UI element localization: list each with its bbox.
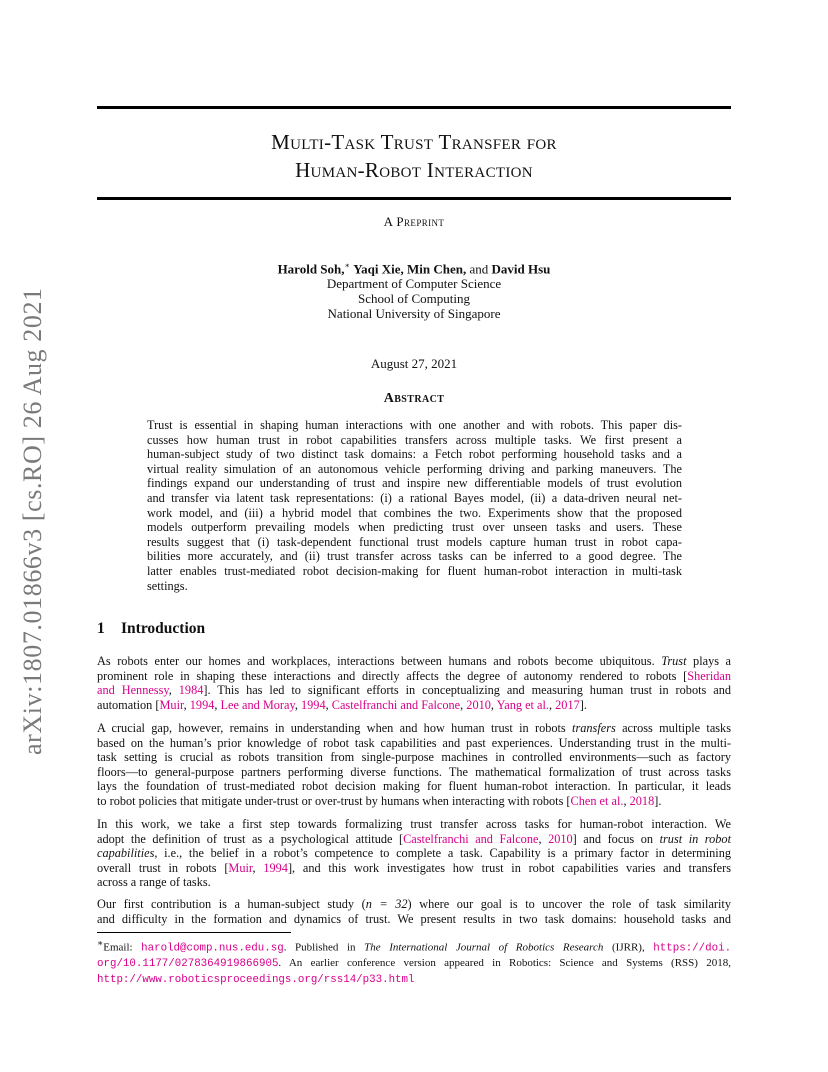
author-1: Harold Soh, (277, 261, 345, 277)
abstract-line: latter enables trust-mediated robot decision-making for fluent human-robot interaction in multi-task (147, 563, 682, 578)
email-link[interactable]: harold@comp.nus.edu.sg (141, 942, 284, 955)
citation-link[interactable]: and Hennessy (97, 683, 169, 698)
citation-year-link[interactable]: 1994 (189, 697, 215, 712)
citation-link[interactable]: Muir (159, 697, 184, 712)
citation-year-link[interactable]: 2018 (629, 793, 655, 808)
citation-link[interactable]: Castelfranchi and Falcone (403, 831, 539, 846)
intro-paragraph-4: Our first contribution is a human-subject study (n = 32) where our goal is to uncover the role of task similarity and difficulty in the formation and dynamics of trust. We present results in two task domains: household tasks and (97, 897, 731, 926)
paper-title (97, 128, 731, 184)
citation-link[interactable]: Yang et al. (496, 697, 549, 712)
citation-year-link[interactable]: 2010 (466, 697, 491, 712)
affiliation-dept: Department of Computer Science (326, 276, 502, 292)
intro-paragraph-1: As robots enter our homes and workplaces, interactions between humans and robots become ubiquitous. Trust plays a prominent role in shaping these interactions and directly affects the degree of autonomy rendered to robots [Sheridan and Hennessy, 1984]. This has led to significant efforts in conceptualizing and measuring human trust in robots and automation [Muir, 1994, Lee and Moray, 1994, Castelfranchi and Falcone, 2010, Yang et al., 2017]. (97, 654, 732, 712)
citation-link[interactable]: Sheridan (687, 668, 731, 683)
abstract-line: and transfer via latent task representations: (i) a rational Bayes model, (ii) a data-driven neural net- (147, 490, 682, 505)
abstract-line: human-subject study of two distinct task domains: a Fetch robot performing household tasks and a (147, 447, 682, 462)
abstract-line: findings expand our understanding of trust and inspire new differentiable models of trust evolution (147, 476, 682, 491)
abstract-body (147, 418, 682, 593)
author-2-3: Yaqi Xie, Min Chen, (353, 261, 467, 277)
abstract-line: cusses how human trust in robot capabilities transfers across multiple tasks. We first present a (147, 432, 682, 447)
section-heading-introduction (97, 620, 205, 638)
affiliation-university: National University of Singapore (327, 306, 501, 322)
footnote-mark[interactable]: ∗ (344, 261, 350, 270)
footnote-rule (97, 932, 291, 933)
author-and: and (469, 261, 489, 277)
paper-date: August 27, 2021 (370, 356, 458, 371)
abstract-line: bilities more accurately, and (ii) trust transfer across tasks can be inferred to a good degree. The (147, 549, 682, 564)
intro-paragraph-2: A crucial gap, however, remains in understanding when and how human trust in robots transfers across multiple tasks based on the human’s prior knowledge of robot task capabilities and past experiences. Understanding trust in the multi- task setting is crucial as robots transition from single-purpose machines in controlled environments—such as factory floors—to general-purpose partners performing diverse functions. The mathematical formalization of trust across tasks lays the foundation of trust-mediated robot decision making for fluent human-robot interaction. In particular, it leads to robot policies that mitigate under-trust or over-trust by humans when interacting with robots [Chen et al., 2018]. (97, 721, 731, 808)
abstract-line: settings. (147, 578, 188, 593)
abstract-heading: Abstract (383, 391, 445, 406)
abstract-line: Trust is essential in shaping human interactions with one another and with robots. This paper dis- (147, 418, 682, 432)
affiliation-school: School of Computing (358, 291, 470, 307)
abstract-line: virtual reality simulation of an autonomous vehicle performing driving and parking maneuvers. The (147, 461, 682, 476)
title-bottom-rule (97, 197, 731, 200)
title-line-2: Human-Robot Interaction (295, 158, 533, 182)
citation-link[interactable]: Castelfranchi and Falcone (331, 697, 461, 712)
citation-year-link[interactable]: 2010 (548, 831, 573, 846)
citation-link[interactable]: Lee and Moray (220, 697, 295, 712)
citation-link[interactable]: Chen et al. (570, 793, 624, 808)
footnote: ∗Email: harold@comp.nus.edu.sg. Published in The International Journal of Robotics Research (IJRR), https://doi. org/10.1177/0278364919866905. An earlier conference version appeared in Robotics: Science and Systems (RSS) 2018, http://www.roboticsproceedings.org/rss14/p33.html (97, 938, 732, 986)
citation-year-link[interactable]: 1994 (301, 697, 326, 712)
doi-link[interactable]: https://doi. (653, 942, 732, 955)
citation-year-link[interactable]: 1984 (178, 683, 204, 698)
section-number: 1 (97, 620, 105, 637)
abstract-line: work model, and (iii) a hybrid model that combines the two. Experiments show that the proposed (147, 505, 682, 520)
citation-year-link[interactable]: 1994 (263, 860, 288, 875)
abstract-line: models outperform prevailing models when predicting trust over unseen tasks and users. These (147, 520, 682, 535)
math-n: n = 32 (365, 897, 408, 911)
title-top-rule (97, 106, 731, 109)
doi-link-cont[interactable]: org/10.1177/0278364919866905 (97, 958, 279, 971)
citation-year-link[interactable]: 2017 (555, 697, 580, 712)
abstract-line: results suggest that (i) task-dependent functional trust models capture human trust in robot capa- (147, 534, 682, 549)
preprint-label: A Preprint (383, 214, 445, 229)
arxiv-stamp: arXiv:1807.01866v3 [cs.RO] 26 Aug 2021 (18, 287, 47, 755)
proceedings-url-link[interactable]: http://www.roboticsproceedings.org/rss14/p33.html (97, 973, 415, 986)
author-4: David Hsu (491, 261, 551, 277)
section-title: Introduction (121, 620, 206, 637)
intro-paragraph-3: In this work, we take a first step towards formalizing trust transfer across tasks for human-robot interaction. We adopt the definition of trust as a psychological attitude [Castelfranchi and Falcone, 2010] and focus on trust in robot capabilities, i.e., the belief in a robot’s competence to complete a task. Capability is a primary factor in determining overall trust in robots [Muir, 1994], and this work investigates how trust in robot capabilities varies and transfers across a range of tasks. (97, 817, 732, 890)
citation-link[interactable]: Muir (228, 860, 253, 875)
author-block (97, 258, 731, 321)
title-line-1: Multi-Task Trust Transfer for (271, 130, 557, 154)
author-names (97, 258, 731, 276)
